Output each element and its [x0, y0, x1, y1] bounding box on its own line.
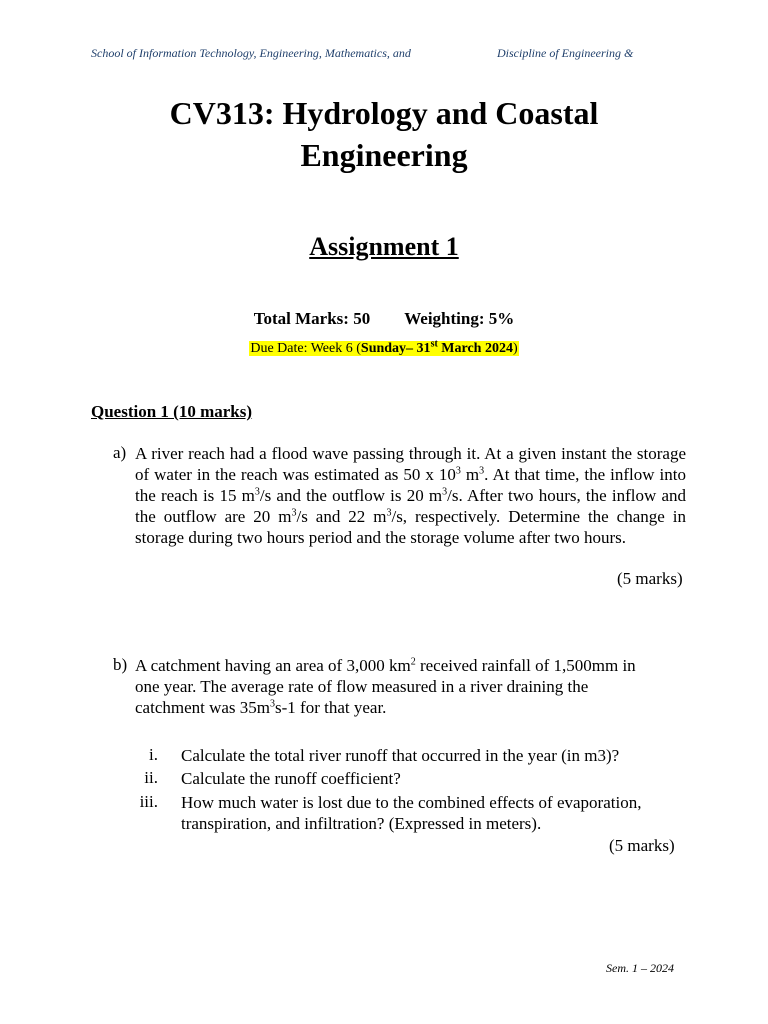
course-title-line2: Engineering — [300, 137, 468, 173]
part-a-marks: (5 marks) — [617, 569, 683, 588]
header-school: School of Information Technology, Engineering, Mathematics, and — [91, 46, 411, 60]
weighting: Weighting: 5% — [404, 309, 515, 328]
course-title — [0, 92, 768, 176]
sub-item-num: iii. — [139, 792, 158, 811]
part-a-text: A river reach had a flood wave passing through it. At a given instant the storage of water in the reach was estimated as 50 x $10^3$ $m^3$. At that time, the inflow into the reach is 15 $m^3/s$ and the outflow is 20 $m^3/s$. After two hours, the inflow and the outflow are 20 $m^3/s$ and 22 $m^3/s$, respectively. Determine the change in storage during two hours period and the storage volume after two hours. — [135, 444, 687, 547]
sub-item-text: How much water is lost due to the combined effects of evaporation, transpiration, and infiltration? (Expressed in meters). — [181, 793, 642, 833]
part-a-label: a) — [113, 443, 127, 462]
due-date-highlight — [249, 338, 518, 356]
total-marks: Total Marks: 50 — [253, 309, 371, 328]
due-ordinal: st — [430, 338, 438, 350]
sub-item-num: i. — [149, 745, 158, 764]
marks-weighting-line — [0, 309, 768, 329]
due-suffix: ) — [512, 341, 518, 356]
sub-item-text: Calculate the total river runoff that occurred in the year (in m3)? — [181, 746, 620, 765]
part-b-marks: (5 marks) — [609, 836, 675, 855]
due-day: Sunday– 31 — [360, 341, 431, 356]
due-month-year: March 2024 — [437, 341, 513, 356]
footer-semester: Sem. 1 – 2024 — [606, 961, 674, 975]
course-title-line1: CV313: Hydrology and Coastal — [169, 95, 599, 131]
header-discipline: Discipline of Engineering & — [497, 46, 634, 60]
assignment-title: Assignment 1 — [309, 232, 459, 261]
sub-item-num: ii. — [144, 768, 158, 787]
due-date-line — [0, 338, 768, 357]
part-b-label: b) — [113, 655, 128, 674]
part-b-text: A catchment having an area of 3,000 $km^2$ received rainfall of 1,500mm in one year. The average rate of flow measured in a river draining the catchment was $35m^3s-1$ for that year. — [135, 656, 636, 717]
question1-heading: Question 1 (10 marks) — [91, 402, 253, 421]
sub-item-text: Calculate the runoff coefficient? — [181, 769, 401, 788]
due-prefix: Due Date: Week 6 ( — [250, 341, 361, 356]
